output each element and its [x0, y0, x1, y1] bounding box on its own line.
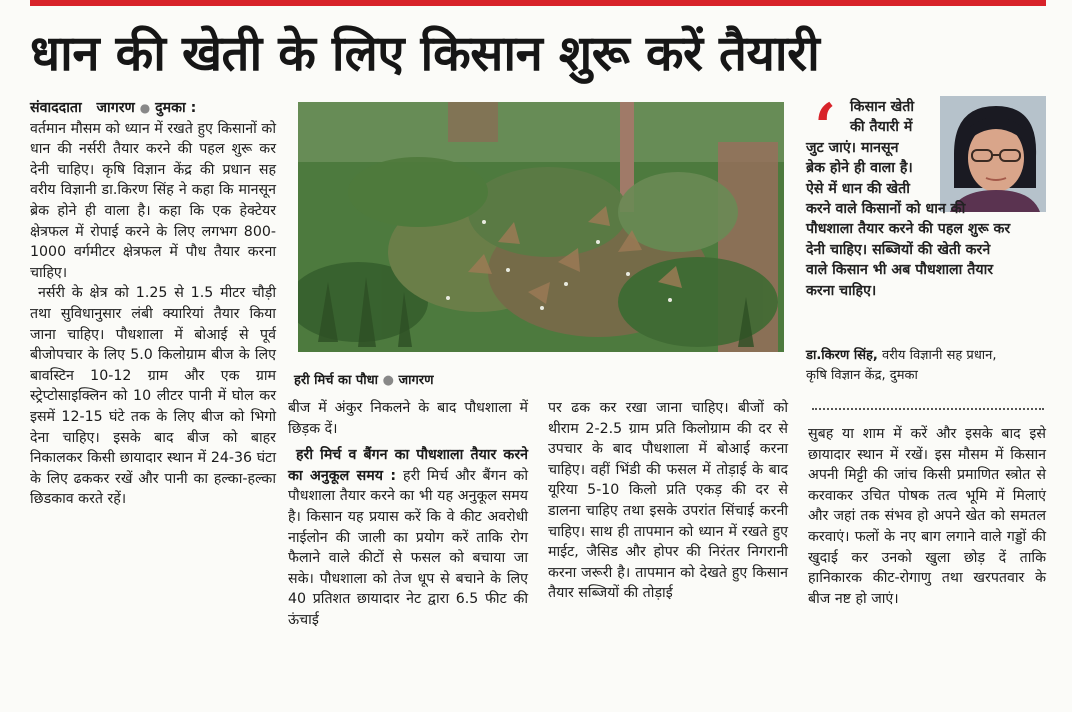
paragraph: पर ढक कर रखा जाना चाहिए। बीजों को थीराम 2-2.5 ग्राम प्रति किलोग्राम की दर से उपचार के बाद पौधशाला में बोआई करना चाहिए। वहीं भिंडी की फसल में तोड़ाई के बाद यूरिया 5-10 किलो प्रति एकड़ की दर से डालना चाहिए तथा इसके उपरांत सिंचाई करनी चाहिए। साथ ही तापमान को ध्यान में रखते हुए माईट, जैसिड और होपर की निरंतर निगरानी करना जरूरी है। तापमान को देखते हुए किसान तैयार सब्जियों की तोड़ाई	[548, 400, 788, 602]
caption-source: जागरण	[398, 373, 434, 388]
byline: संवाददाता जागरण ● दुमका :	[30, 100, 197, 116]
byline-place: दुमका	[155, 100, 186, 116]
paragraph	[288, 445, 528, 630]
quote-line: वाले किसान भी अब पौधशाला तैयार	[806, 262, 994, 279]
byline-separator: ●	[139, 101, 151, 115]
paragraph-text: हरी मिर्च और बैंगन को पौधशाला तैयार करने का भी यह अनुकूल समय है। किसान यह प्रयास करें कि वे कीट अवरोधी नाईलोन की जाली का प्रयोग करें ताकि रोग फैलाने वाले कीटों से फसल को बचाया जा सके। पौधशाला को तेज धूप से बचाने के लिए 40 प्रतिशत छायादार नेट द्वारा 6.5 फीट की ऊंचाई	[288, 467, 528, 628]
caption-separator: ●	[382, 373, 394, 388]
article-photo	[298, 102, 784, 352]
article-column-4	[808, 424, 1046, 609]
subheading: हरी मिर्च व बैंगन का पौधशाला तैयार करने का अनुकूल समय :	[288, 447, 528, 484]
quote-line: देनी चाहिए। सब्जियों की खेती करने	[806, 241, 991, 258]
quote-org: कृषि विज्ञान केंद्र, दुमका	[806, 368, 918, 383]
quote-line: ऐसे में धान की खेती	[806, 180, 910, 197]
quote-line: किसान खेती	[850, 99, 915, 115]
quote-designation: वरीय विज्ञानी सह प्रधान,	[882, 348, 997, 363]
pull-quote	[806, 90, 1044, 301]
byline-source: जागरण	[96, 100, 135, 116]
paragraph: नर्सरी के क्षेत्र को 1.25 से 1.5 मीटर चौड़ी तथा सुविधानुसार लंबी क्यारियां तैयार किया जाना चाहिए। पौधशाला में बोआई से पूर्व बीजोपचार के लिए 5.0 किलोग्राम बीज के लिए बावस्टिन 10-12 ग्राम और एक ग्राम स्ट्रेप्टोसाइक्लिन को 10 लीटर पानी में घोल कर इसमें 12-15 घंटे तक के लिए बीज को भिगो देना चाहिए। इसके बाद बीज को बाहर निकालकर किसी छायादार स्थान में 24-36 घंटा के लिए ढककर रखें और पानी का हल्का-हल्का छिडकाव करते रहें।	[30, 285, 276, 508]
quote-mark-icon: ‘	[814, 90, 837, 165]
article-column-1	[30, 98, 276, 510]
quote-line: जुट जाएं। मानसून	[806, 139, 899, 156]
paragraph: सुबह या शाम में करें और इसके बाद इसे छायादार स्थान में रखें। इस मौसम में किसान अपनी मिट्टी की जांच किसी प्रमाणित स्त्रोत से करवाकर उचित पोषक तत्व भूमि में मिलाएं और जहां तक संभव हो अपने खेत को समतल करवाएं। फलों के नए बाग लगाने वाले गड्डों की खुदाई कर उनको खुला छोड़ दें ताकि हानिकारक कीट-रोगाणु तथा खरपतवार के बीज नष्ट हो जाएं।	[808, 426, 1046, 607]
photo-caption	[294, 370, 434, 388]
article-column-2	[288, 398, 528, 631]
quote-attribution	[806, 346, 1046, 386]
quote-name: डा.किरण सिंह,	[806, 348, 878, 363]
quote-line: करने वाले किसानों को धान की	[806, 201, 966, 218]
quote-line: की तैयारी में	[850, 119, 913, 136]
chili-plant-photo	[298, 102, 784, 352]
dotted-divider	[812, 408, 1044, 410]
paragraph: वर्तमान मौसम को ध्यान में रखते हुए किसानों को धान की नर्सरी तैयार करने की पहल शुरू कर देनी चाहिए। कृषि विज्ञान केंद्र की प्रधान सह वरीय विज्ञानी डा.किरण सिंह ने कहा कि मानसून ब्रेक होने ही वाला है। कहा कि एक हेक्टेयर क्षेत्रफल में रोपाई करने के लिए लगभग 800-1000 वर्गमीटर क्षेत्रफल में पौध तैयार करना चाहिए।	[30, 120, 276, 281]
byline-reporter: संवाददाता	[30, 100, 82, 116]
quote-line: पौधशाला तैयार करने की पहल शुरू कर	[806, 221, 1011, 238]
quote-line: ब्रेक होने ही वाला है।	[806, 160, 913, 177]
quote-line: करना चाहिए।	[806, 282, 877, 299]
headline: धान की खेती के लिए किसान शुरू करें तैयारी	[30, 25, 820, 82]
caption-text: हरी मिर्च का पौधा	[294, 373, 379, 388]
paragraph: बीज में अंकुर निकलने के बाद पौधशाला में छिड़क दें।	[288, 400, 528, 437]
article-column-3	[548, 398, 788, 604]
top-rule	[30, 0, 1046, 6]
